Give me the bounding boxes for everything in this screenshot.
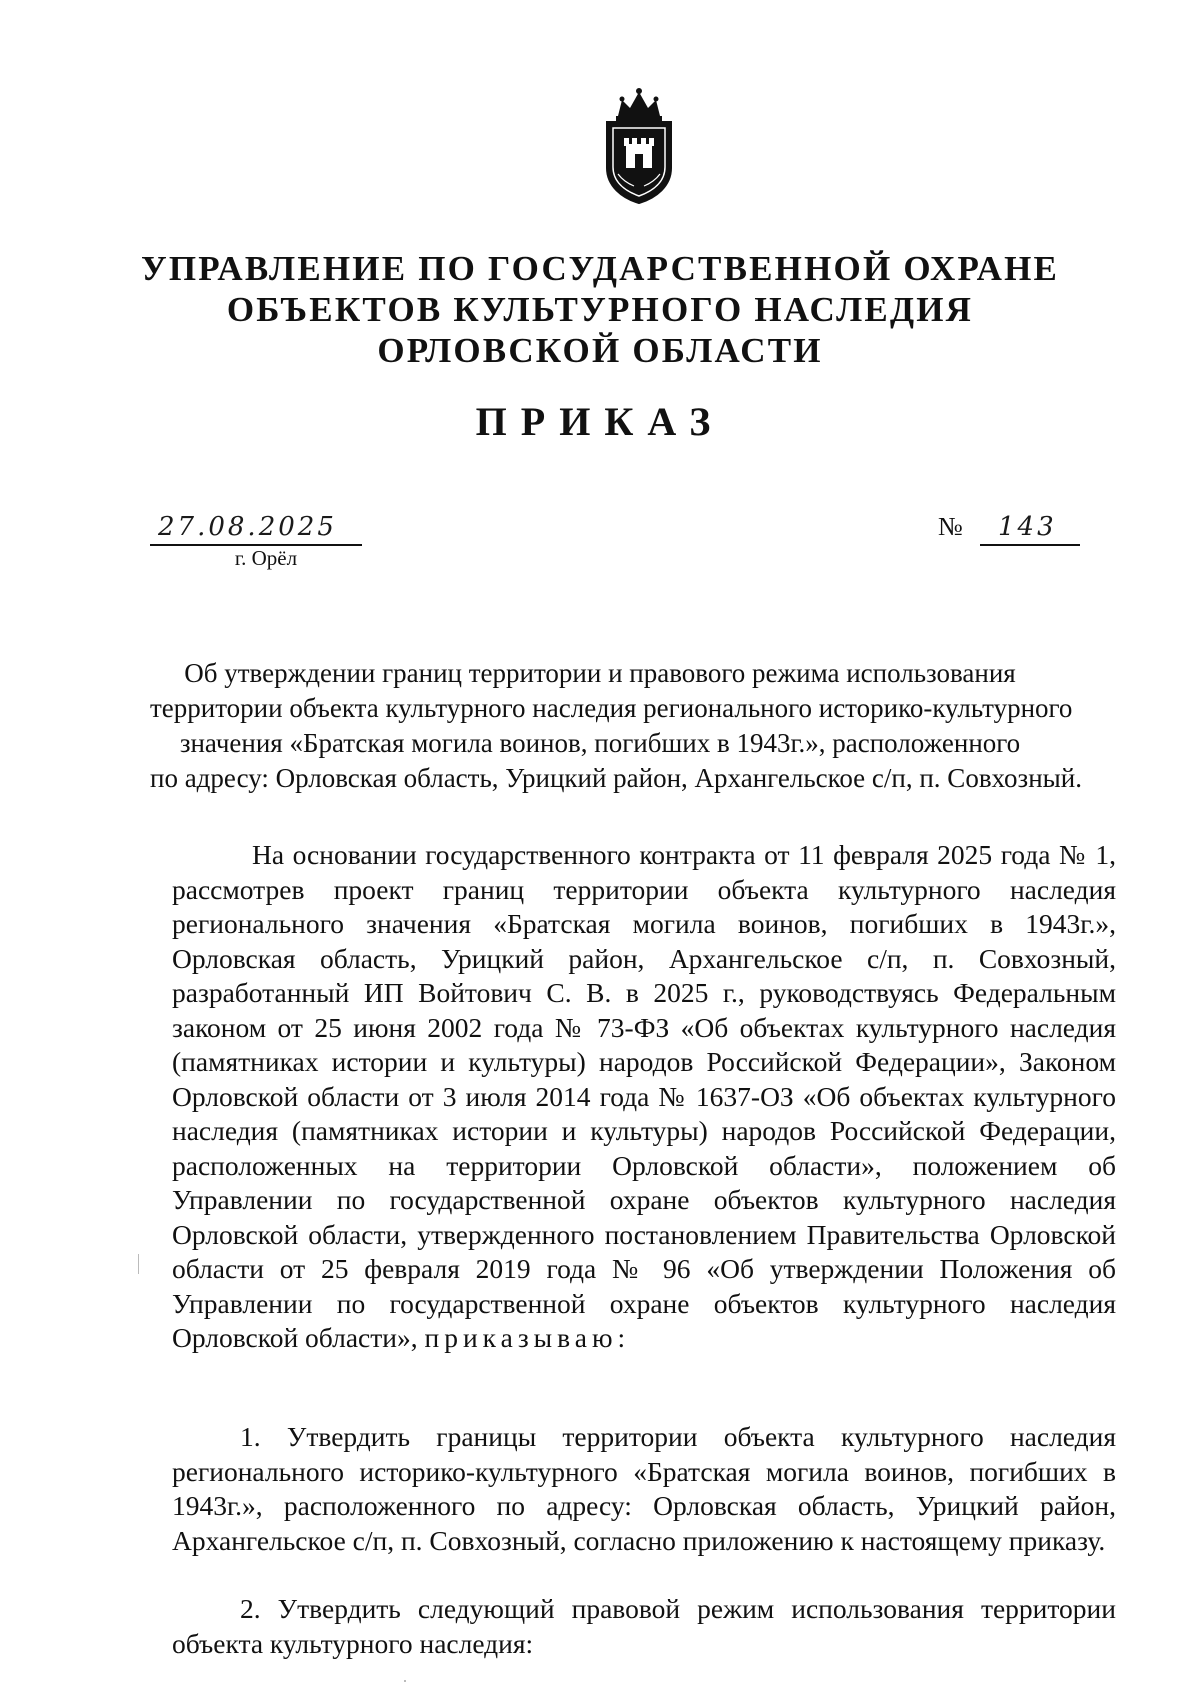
document-type-heading: ПРИКАЗ [475,399,725,444]
subject-line-4: по адресу: Орловская область, Урицкий район, Архангельское с/п, п. Совхозный. [150,763,1082,793]
coat-of-arms-emblem [594,86,684,206]
basis-paragraph [172,838,1116,1356]
organization-title-line-2: ОБЪЕКТОВ КУЛЬТУРНОГО НАСЛЕДИЯ [226,290,974,329]
scan-mark [138,1254,139,1274]
document-date: 27.08.2025 [150,510,362,546]
order-item-2: 2. Утвердить следующий правовой режим использования территории объекта культурного наследия: [172,1593,1116,1659]
order-item-1: 1. Утвердить границы территории объекта культурного наследия регионального историко-культурного «Братская могила воинов, погибших в 1943г.», расположенного по адресу: Орловская область, Урицкий район, Архангельское с/п, п. Совхозный, согласно приложению к настоящему приказу. [172,1421,1116,1556]
number-line [980,510,1080,546]
document-subject [150,656,1082,796]
subject-line-2: территории объекта культурного наследия регионального историко-культурного [150,693,1073,723]
order-word: приказываю: [424,1322,631,1353]
organization-title-line-3: ОРЛОВСКОЙ ОБЛАСТИ [377,331,823,370]
subject-line-1: Об утверждении границ территории и правового режима использования [184,658,1016,688]
number-label: № [938,512,963,541]
scan-mark [404,1680,406,1682]
date-block [150,510,362,570]
organization-title [100,248,1100,371]
subject-line-3: значения «Братская могила воинов, погибших в 1943г.», расположенного [179,728,1021,758]
document-number: 143 [998,512,1057,542]
basis-text: На основании государственного контракта от 11 февраля 2025 года № 1, рассмотрев проект границ территории объекта культурного наследия регионального значения «Братская могила воинов, погибших в 1943г.», Орловская область, Урицкий район, Архангельское с/п, п. Совхозный, разработанный ИП Войтович С. В. в 2025 г., руководствуясь Федеральным законом от 25 июня 2002 года № 73-ФЗ «Об объектах культурного наследия (памятниках истории и культуры) народов Российской Федерации», Законом Орловской области от 3 июля 2014 года № 1637-ОЗ «Об объектах культурного наследия (памятниках истории и культуры) народов Российской Федерации, расположенных на территории Орловской области», положением об Управлении по государственной охране объектов культурного наследия Орловской области, утвержденного постановлением Правительства Орловской области от 25 февраля 2019 года № 96 «Об утверждении Положения об Управлении по государственной охране объектов культурного наследия Орловской области», [172,839,1116,1353]
document-city: г. Орёл [234,546,298,570]
organization-title-line-1: УПРАВЛЕНИЕ ПО ГОСУДАРСТВЕННОЙ ОХРАНЕ [140,249,1060,288]
number-block [938,510,1078,544]
